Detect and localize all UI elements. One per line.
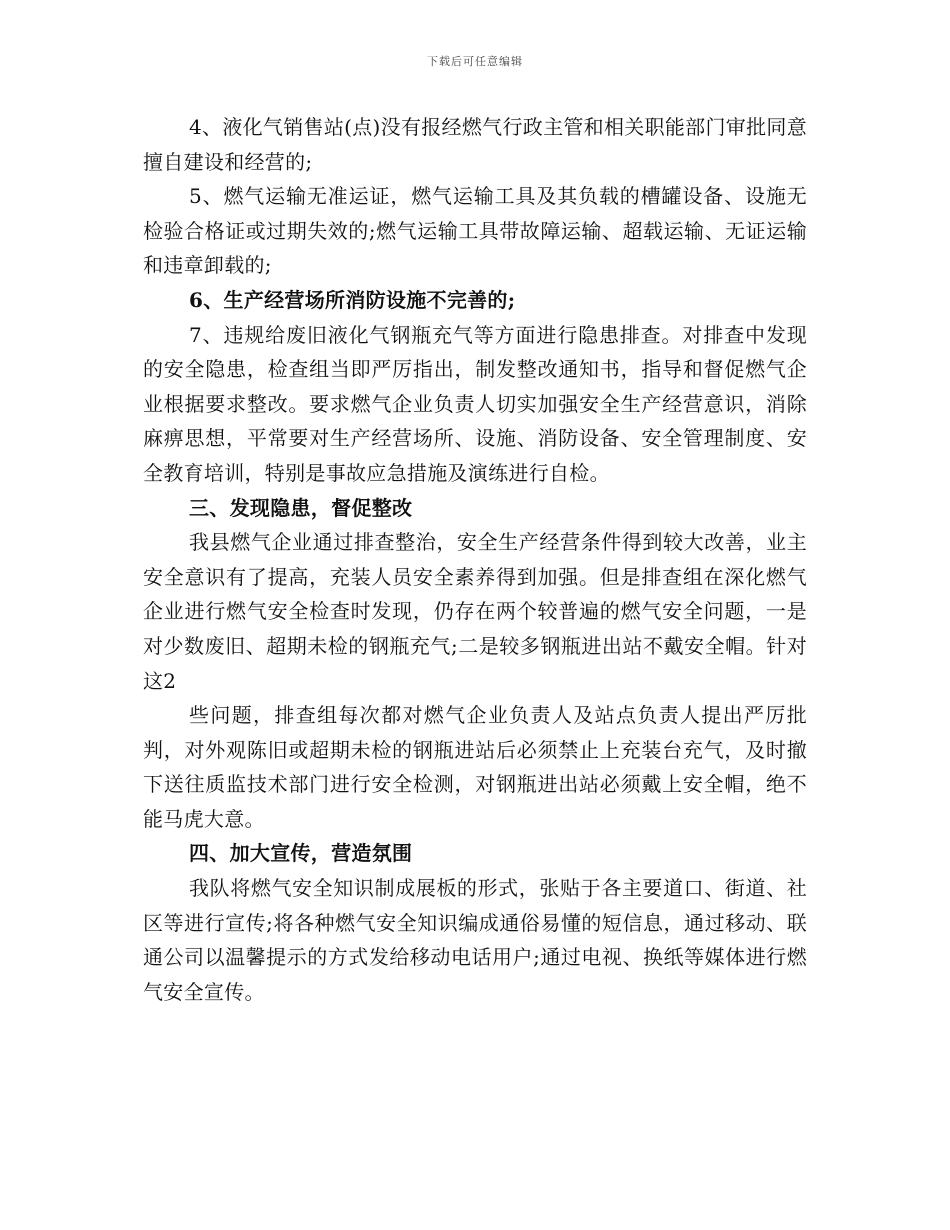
- paragraph-item-4: 4、液化气销售站(点)没有报经燃气行政主管和相关职能部门审批同意擅自建设和经营的;: [143, 115, 807, 174]
- paragraph-section-3-continued: 些问题，排查组每次都对燃气企业负责人及站点负责人提出严厉批判，对外观陈旧或超期未检的钢瓶进站后必须禁止上充装台充气，及时撤下送往质监技术部门进行安全检测，对钢瓶进出站必须戴上安全帽，绝不能马虎大意。: [143, 703, 807, 831]
- page-header: 下载后可任意编辑: [427, 55, 523, 68]
- paragraph-item-6: 6、生产经营场所消防设施不完善的;: [189, 287, 516, 312]
- document-body: [143, 110, 807, 1009]
- section-heading-3: 三、发现隐患，督促整改: [189, 495, 413, 520]
- paragraph-section-4-body: 我队将燃气安全知识制成展板的形式，张贴于各主要道口、街道、社区等进行宣传;将各种燃气安全知识编成通俗易懂的短信息，通过移动、联通公司以温馨提示的方式发给移动电话用户;通过电视、换纸等媒体进行燃气安全宣传。: [143, 876, 807, 1004]
- paragraph-section-3-body: 我县燃气企业通过排查整治，安全生产经营条件得到较大改善，业主安全意识有了提高，充装人员安全素养得到加强。但是排查组在深化燃气企业进行燃气安全检查时发现，仍存在两个较普遍的燃气安全问题，一是对少数废旧、超期未检的钢瓶充气;二是较多钢瓶进出站不戴安全帽。针对这2: [143, 530, 807, 693]
- section-heading-4: 四、加大宣传，营造氛围: [189, 841, 413, 866]
- paragraph-item-7: 7、违规给废旧液化气钢瓶充气等方面进行隐患排查。对排查中发现的安全隐患，检查组当即严厉指出，制发整改通知书，指导和督促燃气企业根据要求整改。要求燃气企业负责人切实加强安全生产经营意识，消除麻痹思想，平常要对生产经营场所、设施、消防设备、安全管理制度、安全教育培训，特别是事故应急措施及演练进行自检。: [143, 322, 807, 485]
- paragraph-item-5: 5、燃气运输无准运证，燃气运输工具及其负载的槽罐设备、设施无检验合格证或过期失效的;燃气运输工具带故障运输、超载运输、无证运输和违章卸载的;: [143, 184, 807, 278]
